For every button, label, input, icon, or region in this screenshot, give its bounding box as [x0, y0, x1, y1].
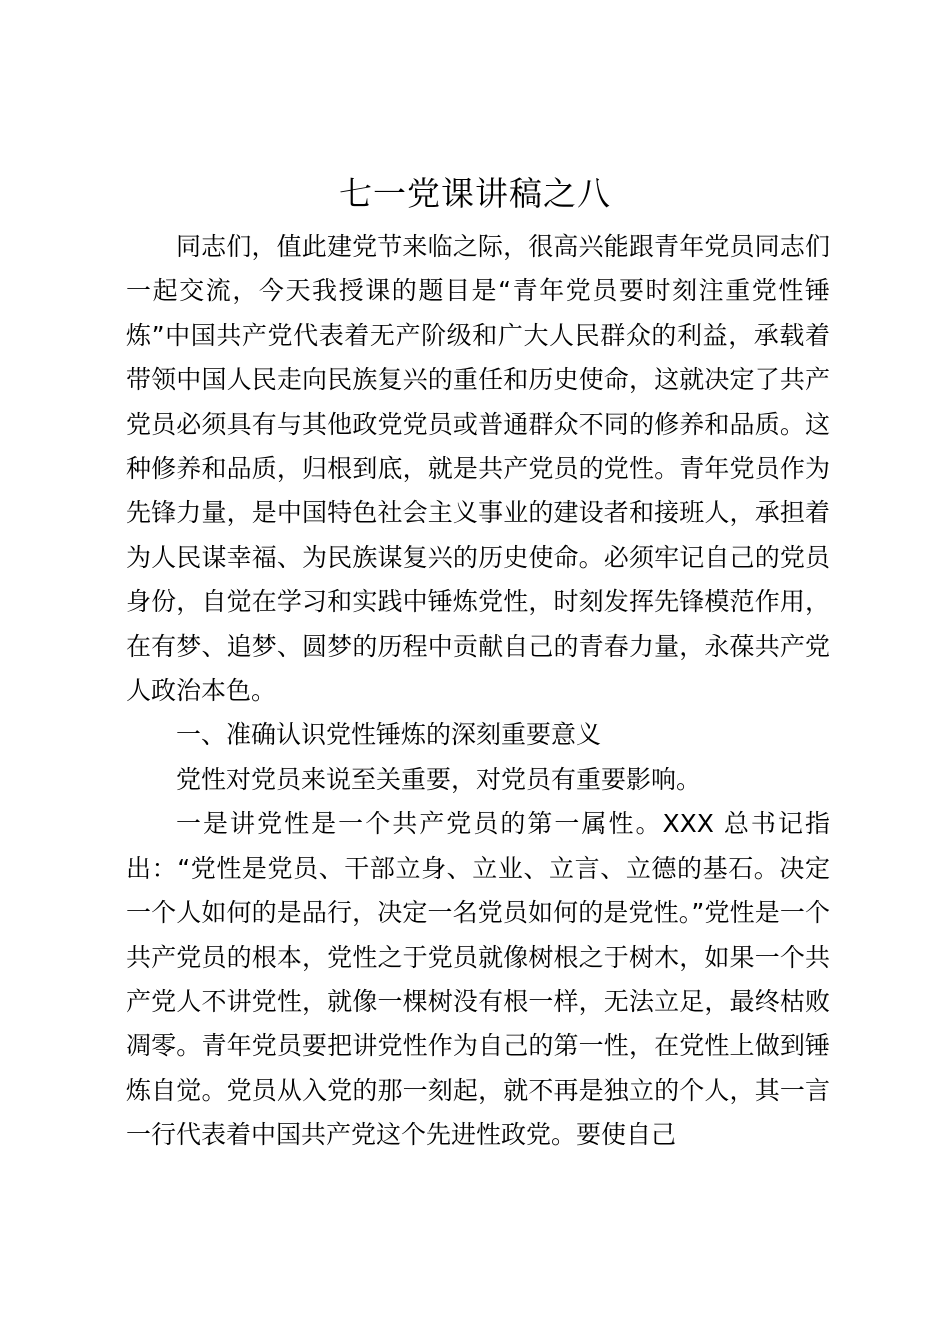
document-title: 七一党课讲稿之八 — [339, 174, 611, 213]
paragraph-summary: 党性对党员来说至关重要，对党员有重要影响。 — [176, 764, 702, 794]
paragraph-intro: 同志们，值此建党节来临之际，很高兴能跟青年党员同志们一起交流，今天我授课的题目是“青年党员要时刻注重党性锤炼”中国共产党代表着无产阶级和广大人民群众的利益，承载着带领中国人民走向民族复兴的重任和历史使命，这就决定了共产党员必须具有与其他政党党员或普通群众不同的修养和品质。这种修养和品质，归根到底，就是共产党员的党性。青年党员作为先锋力量，是中国特色社会主义事业的建设者和接班人，承担着为人民谋幸福、为民族谋复兴的历史使命。必须牢记自己的党员身份，自觉在学习和实践中锤炼党性，时刻发挥先锋模范作用，在有梦、追梦、圆梦的历程中贡献自己的青春力量，永葆共产党人政治本色。 — [126, 232, 830, 706]
paragraph-point-one: 一是讲党性是一个共产党员的第一属性。XXX 总书记指出：“党性是党员、干部立身、立业、立言、立德的基石。决定一个人如何的是品行，决定一名党员如何的是党性。”党性是一个共产党员的根本，党性之于党员就像树根之于树木，如果一个共产党人不讲党性，就像一棵树没有根一样，无法立足，最终枯败凋零。青年党员要把讲党性作为自己的第一性，在党性上做到锤炼自觉。党员从入党的那一刻起，就不再是独立的个人，其一言一行代表着中国共产党这个先进性政党。要使自己 — [126, 809, 830, 1150]
section-heading: 一、准确认识党性锤炼的深刻重要意义 — [176, 720, 602, 750]
document-body — [126, 225, 830, 1158]
